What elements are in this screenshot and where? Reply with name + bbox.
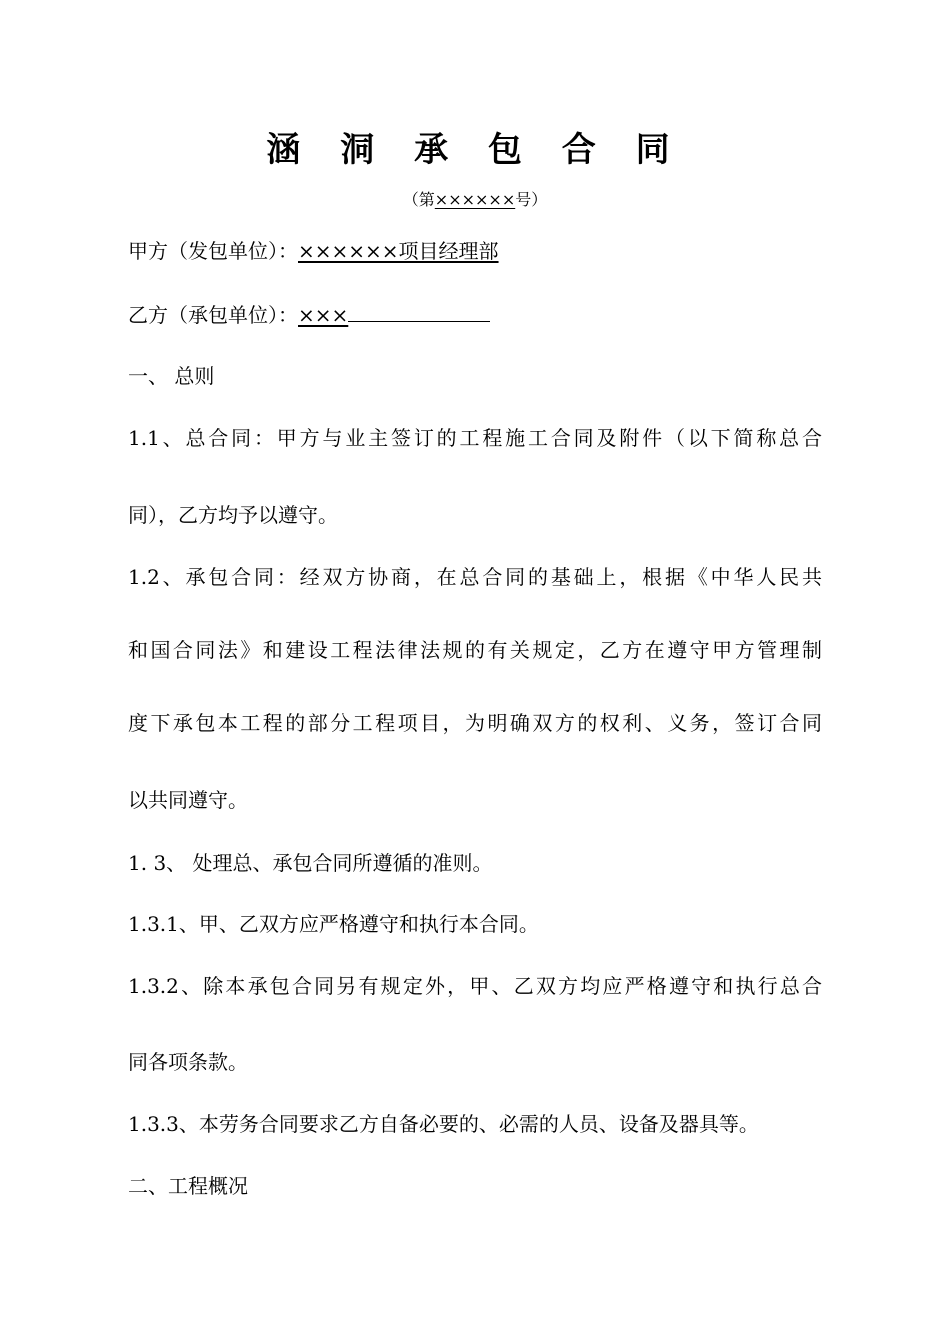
party-a-line (128, 236, 499, 266)
paragraph-line: 1. 3、 处理总、承包合同所遵循的准则。 (128, 851, 493, 875)
party-b-blank (348, 299, 490, 322)
paragraph-line: 1.1、总合同：甲方与业主签订的工程施工合同及附件（以下简称总合 (128, 426, 822, 450)
contract-number-suffix: 号） (515, 190, 548, 209)
party-a-label: 甲方（发包单位）： (128, 239, 298, 263)
paragraph-line: 1.3.1、甲、乙双方应严格遵守和执行本合同。 (128, 912, 539, 936)
paragraph-line: 和国合同法》和建设工程法律法规的有关规定，乙方在遵守甲方管理制 (128, 638, 822, 662)
party-b-value: ××× (298, 303, 349, 327)
paragraph-line: 同各项条款。 (128, 1050, 248, 1074)
party-b-line (128, 299, 490, 330)
contract-title: 涵 洞 承 包 合 同 (266, 130, 684, 170)
section-heading-overview: 二、工程概况 (128, 1174, 248, 1198)
paragraph-line: 1.3.2、除本承包合同另有规定外，甲、乙双方均应严格遵守和执行总合 (128, 974, 822, 998)
party-b-label: 乙方（承包单位）： (128, 303, 298, 327)
contract-number (0, 188, 950, 212)
paragraph-line: 度下承包本工程的部分工程项目，为明确双方的权利、义务，签订合同 (128, 711, 822, 735)
paragraph-line: 1.3.3、本劳务合同要求乙方自备必要的、必需的人员、设备及器具等。 (128, 1112, 759, 1136)
contract-number-value: ×××××× (434, 190, 516, 209)
contract-number-prefix: （第 (402, 190, 435, 209)
party-a-value: ××××××项目经理部 (298, 239, 499, 263)
section-heading-general: 一、 总则 (128, 364, 215, 388)
paragraph-line: 同），乙方均予以遵守。 (128, 503, 338, 527)
paragraph-line: 以共同遵守。 (128, 788, 248, 812)
paragraph-line: 1.2、承包合同：经双方协商，在总合同的基础上，根据《中华人民共 (128, 565, 822, 589)
